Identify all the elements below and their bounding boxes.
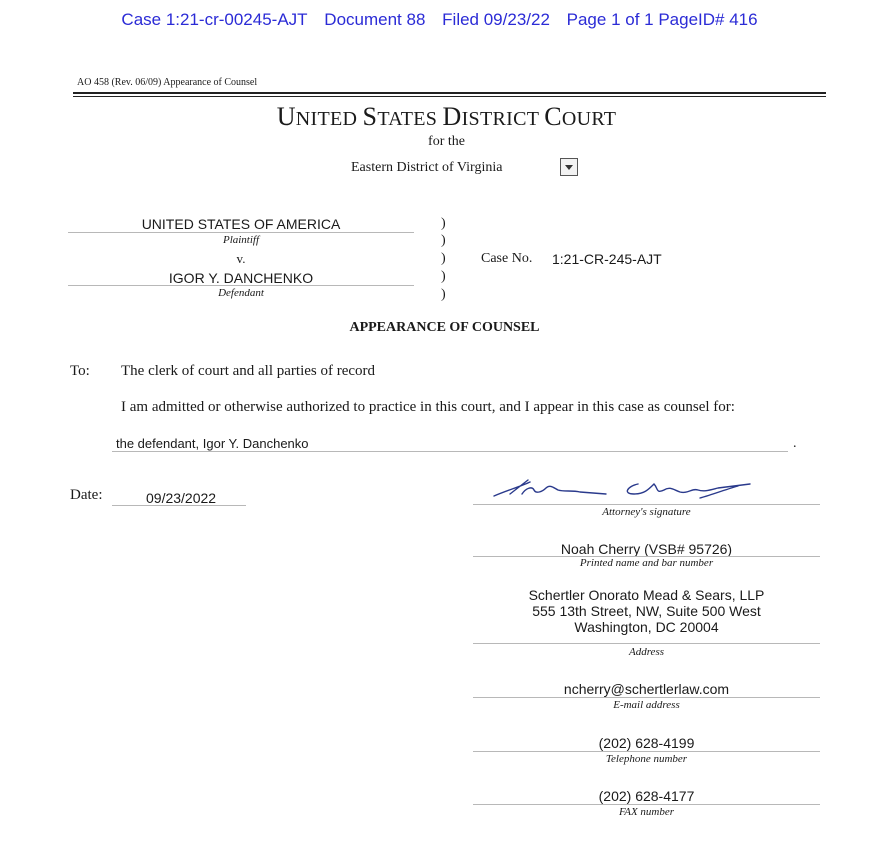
to-text: The clerk of court and all parties of record [121, 363, 376, 379]
telephone-label: Telephone number [605, 753, 688, 765]
address-label: Address [628, 646, 665, 658]
email-line [473, 697, 820, 698]
top-rule [73, 92, 826, 94]
defendant-line [68, 285, 414, 286]
filing-header [0, 10, 879, 30]
document-heading: APPEARANCE OF COUNSEL [349, 320, 540, 335]
district-dropdown[interactable] [560, 158, 578, 176]
address-line-1: Schertler Onorato Mead & Sears, LLP [528, 587, 765, 603]
address-line [473, 643, 820, 644]
caption-paren: ) [441, 233, 446, 248]
versus-text: v. [236, 251, 246, 266]
email-value: ncherry@schertlerlaw.com [563, 681, 730, 697]
defendant-name: IGOR Y. DANCHENKO [168, 270, 314, 286]
chevron-down-icon [565, 165, 573, 170]
date-line [112, 505, 246, 506]
address-line-3: Washington, DC 20004 [574, 619, 719, 635]
fax-label: FAX number [618, 806, 675, 818]
email-label: E-mail address [613, 699, 680, 711]
form-identifier: AO 458 (Rev. 06/09) Appearance of Counsel [77, 77, 258, 88]
court-title: UNITED STATES DISTRICT COURT [276, 102, 617, 131]
caption-paren: ) [441, 269, 446, 284]
date-label: Date: [70, 487, 103, 503]
statement-text: I am admitted or otherwise authorized to practice in this court, and I appear in this case as counsel for: [121, 399, 735, 415]
plaintiff-name: UNITED STATES OF AMERICA [141, 216, 341, 232]
page-id-header: Page 1 of 1 PageID# 416 [566, 10, 758, 29]
printed-name-value: Noah Cherry (VSB# 95726) [560, 541, 733, 557]
caption-paren: ) [441, 287, 446, 302]
filed-date-header: Filed 09/23/22 [442, 10, 550, 29]
caption-paren: ) [441, 216, 446, 231]
date-value: 09/23/2022 [146, 490, 217, 506]
fax-line [473, 804, 820, 805]
case-number-header: Case 1:21-cr-00245-AJT [121, 10, 308, 29]
counsel-for-line [112, 451, 788, 452]
signature-line [473, 504, 820, 505]
to-label: To: [70, 363, 90, 379]
telephone-value: (202) 628-4199 [598, 735, 695, 751]
telephone-line [473, 751, 820, 752]
case-no-label: Case No. [481, 251, 533, 266]
plaintiff-line [68, 232, 414, 233]
attorney-signature-image [488, 472, 758, 506]
plaintiff-label: Plaintiff [222, 234, 260, 246]
printed-name-label: Printed name and bar number [579, 557, 714, 569]
for-the-text: for the [428, 134, 465, 149]
signature-label: Attorney's signature [602, 506, 691, 518]
defendant-label: Defendant [218, 287, 264, 299]
top-rule-thin [73, 96, 826, 97]
fax-value: (202) 628-4177 [598, 788, 695, 804]
document-number-header: Document 88 [324, 10, 426, 29]
caption-paren: ) [441, 251, 446, 266]
district-name: Eastern District of Virginia [351, 160, 503, 175]
address-line-2: 555 13th Street, NW, Suite 500 West [532, 603, 761, 619]
case-no-value: 1:21-CR-245-AJT [552, 251, 662, 267]
period: . [793, 436, 797, 451]
counsel-for-value: the defendant, Igor Y. Danchenko [116, 436, 309, 451]
